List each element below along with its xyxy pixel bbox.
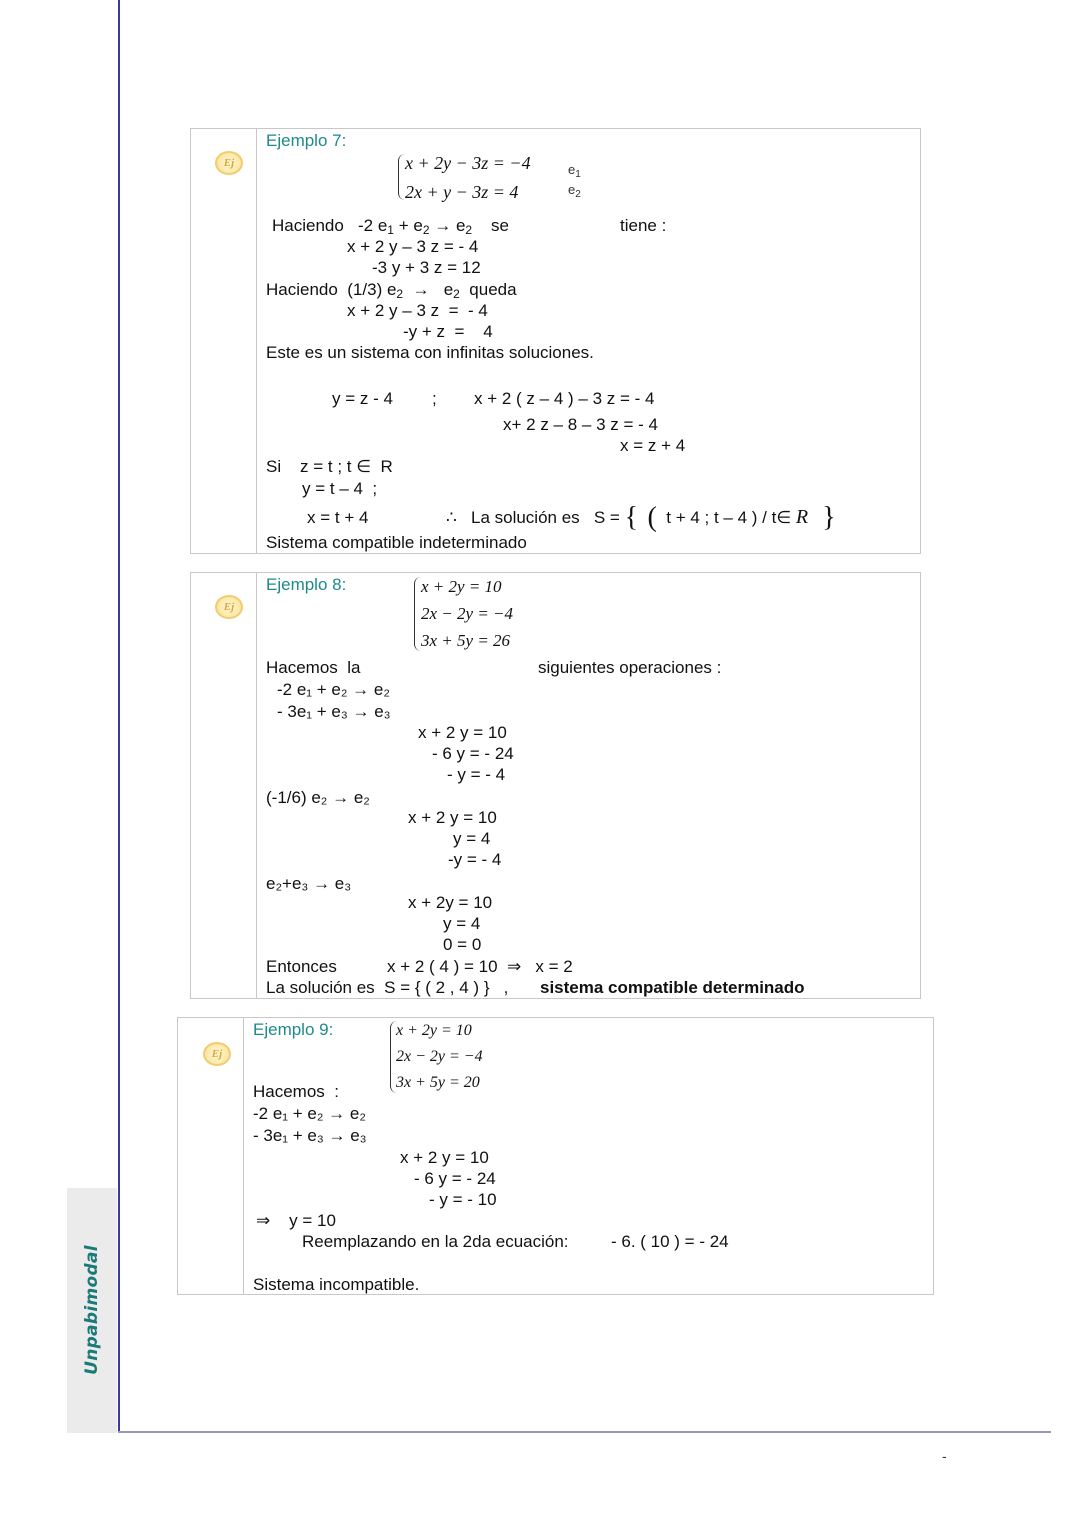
operation-line: (-1/6) e₂ → e₂ — [266, 788, 370, 807]
system-equation-3: 3x + 5y = 20 — [396, 1074, 480, 1091]
result-line: x + 2 y – 3 z = - 4 — [347, 237, 479, 256]
conclusion-line: x + 2 ( 4 ) = 10 ⇒ x = 2 — [387, 957, 573, 976]
conclusion-line: Sistema compatible indeterminado — [266, 533, 527, 552]
substitution-line: y = z - 4 — [332, 389, 393, 408]
operation-line: e₂+e₃ → e₃ — [266, 874, 352, 893]
equation-tag-e1: $e_1$ — [568, 162, 581, 180]
operation-line-1-suffix: tiene : — [620, 216, 667, 235]
operation-line-2: Haciendo (1/3) $e_2 \to e_2$ queda — [266, 280, 517, 301]
system-equation-1: x + 2y − 3z = −4 — [405, 153, 531, 173]
statement-line: Este es un sistema con infinitas soluciones. — [266, 343, 594, 362]
separator: ; — [432, 389, 437, 408]
equation-tag-e2: $e_2$ — [568, 182, 581, 200]
example-icon-column — [191, 129, 257, 553]
statement-line: Hacemos : — [253, 1082, 339, 1101]
system-brace — [414, 577, 421, 651]
operation-line: -2 e₁ + e₂ → e₂ — [277, 680, 390, 699]
operation-line: - 3e₁ + e₃ → e₃ — [253, 1126, 367, 1145]
operation-line-1: Haciendo -2 $e_1 + e_2 \to e_2$ se — [272, 216, 509, 237]
example-7-box — [190, 128, 921, 554]
result-line: - 6 y = - 24 — [414, 1169, 496, 1188]
solution-set-line: ∴ La solución es S = { ( t + 4 ; t – 4 ) / t∈ R } — [446, 502, 836, 533]
result-line: 0 = 0 — [443, 935, 482, 954]
conclusion-line: ⇒ y = 10 — [256, 1211, 336, 1230]
ej-badge-icon: Ej — [203, 1042, 231, 1066]
operation-line: -2 e₁ + e₂ → e₂ — [253, 1104, 366, 1123]
solution-set-line: La solución es S = { ( 2 , 4 ) } , — [266, 978, 509, 997]
substitution-line: x = z + 4 — [620, 436, 686, 455]
substitution-line: - 6. ( 10 ) = - 24 — [611, 1232, 729, 1251]
sidebar-brand-label: Unpabimodal — [82, 1245, 102, 1375]
result-line: - y = - 10 — [429, 1190, 497, 1209]
conclusion-line: Entonces — [266, 957, 337, 976]
statement-line: siguientes operaciones : — [538, 658, 722, 677]
statement-line: Hacemos la — [266, 658, 361, 677]
system-equation-2: 2x − 2y = −4 — [396, 1048, 483, 1065]
example-icon-column — [178, 1018, 244, 1294]
example-9-box — [177, 1017, 934, 1295]
example-8-box — [190, 572, 921, 999]
example-7-title: Ejemplo 7: — [266, 131, 347, 150]
result-line: - 6 y = - 24 — [432, 744, 514, 763]
system-equation-3: 3x + 5y = 26 — [421, 631, 511, 650]
system-equation-2: 2x + y − 3z = 4 — [405, 182, 519, 202]
substitution-line: x + 2 ( z – 4 ) – 3 z = - 4 — [474, 389, 655, 408]
result-line: -3 y + 3 z = 12 — [372, 258, 481, 277]
result-line: x + 2 y = 10 — [408, 808, 497, 827]
result-line: y = 4 — [443, 914, 481, 933]
result-line: x + 2y = 10 — [408, 893, 493, 912]
parameter-line: y = t – 4 ; — [302, 479, 378, 498]
parameter-line: x = t + 4 — [307, 508, 369, 527]
page-margin-rule-vertical — [118, 0, 120, 1433]
result-line: -y = - 4 — [448, 850, 502, 869]
example-icon-column — [191, 573, 257, 998]
substitution-line: x+ 2 z – 8 – 3 z = - 4 — [503, 415, 658, 434]
example-8-title: Ejemplo 8: — [266, 575, 347, 594]
result-line: x + 2 y = 10 — [418, 723, 507, 742]
system-equation-1: x + 2y = 10 — [396, 1022, 472, 1039]
result-line: - y = - 4 — [447, 765, 506, 784]
parameter-line: Si z = t ; t ∈ R — [266, 457, 393, 476]
classification-label: sistema compatible determinado — [540, 978, 805, 997]
classification-label: Sistema incompatible. — [253, 1275, 420, 1294]
result-line: -y + z = 4 — [403, 322, 493, 341]
ej-badge-icon: Ej — [215, 595, 243, 619]
operation-line: - 3e₁ + e₃ → e₃ — [277, 702, 391, 721]
system-equation-1: x + 2y = 10 — [421, 577, 502, 596]
result-line: y = 4 — [453, 829, 491, 848]
ej-badge-icon: Ej — [215, 151, 243, 175]
system-equation-2: 2x − 2y = −4 — [421, 604, 514, 623]
result-line: x + 2 y = 10 — [400, 1148, 489, 1167]
result-line: x + 2 y – 3 z = - 4 — [347, 301, 488, 320]
substitution-line: Reemplazando en la 2da ecuación: — [302, 1232, 569, 1251]
page-number-marker: - — [942, 1448, 947, 1464]
page-margin-rule-horizontal — [118, 1431, 1051, 1433]
system-brace — [398, 154, 405, 200]
example-9-title: Ejemplo 9: — [253, 1020, 334, 1039]
